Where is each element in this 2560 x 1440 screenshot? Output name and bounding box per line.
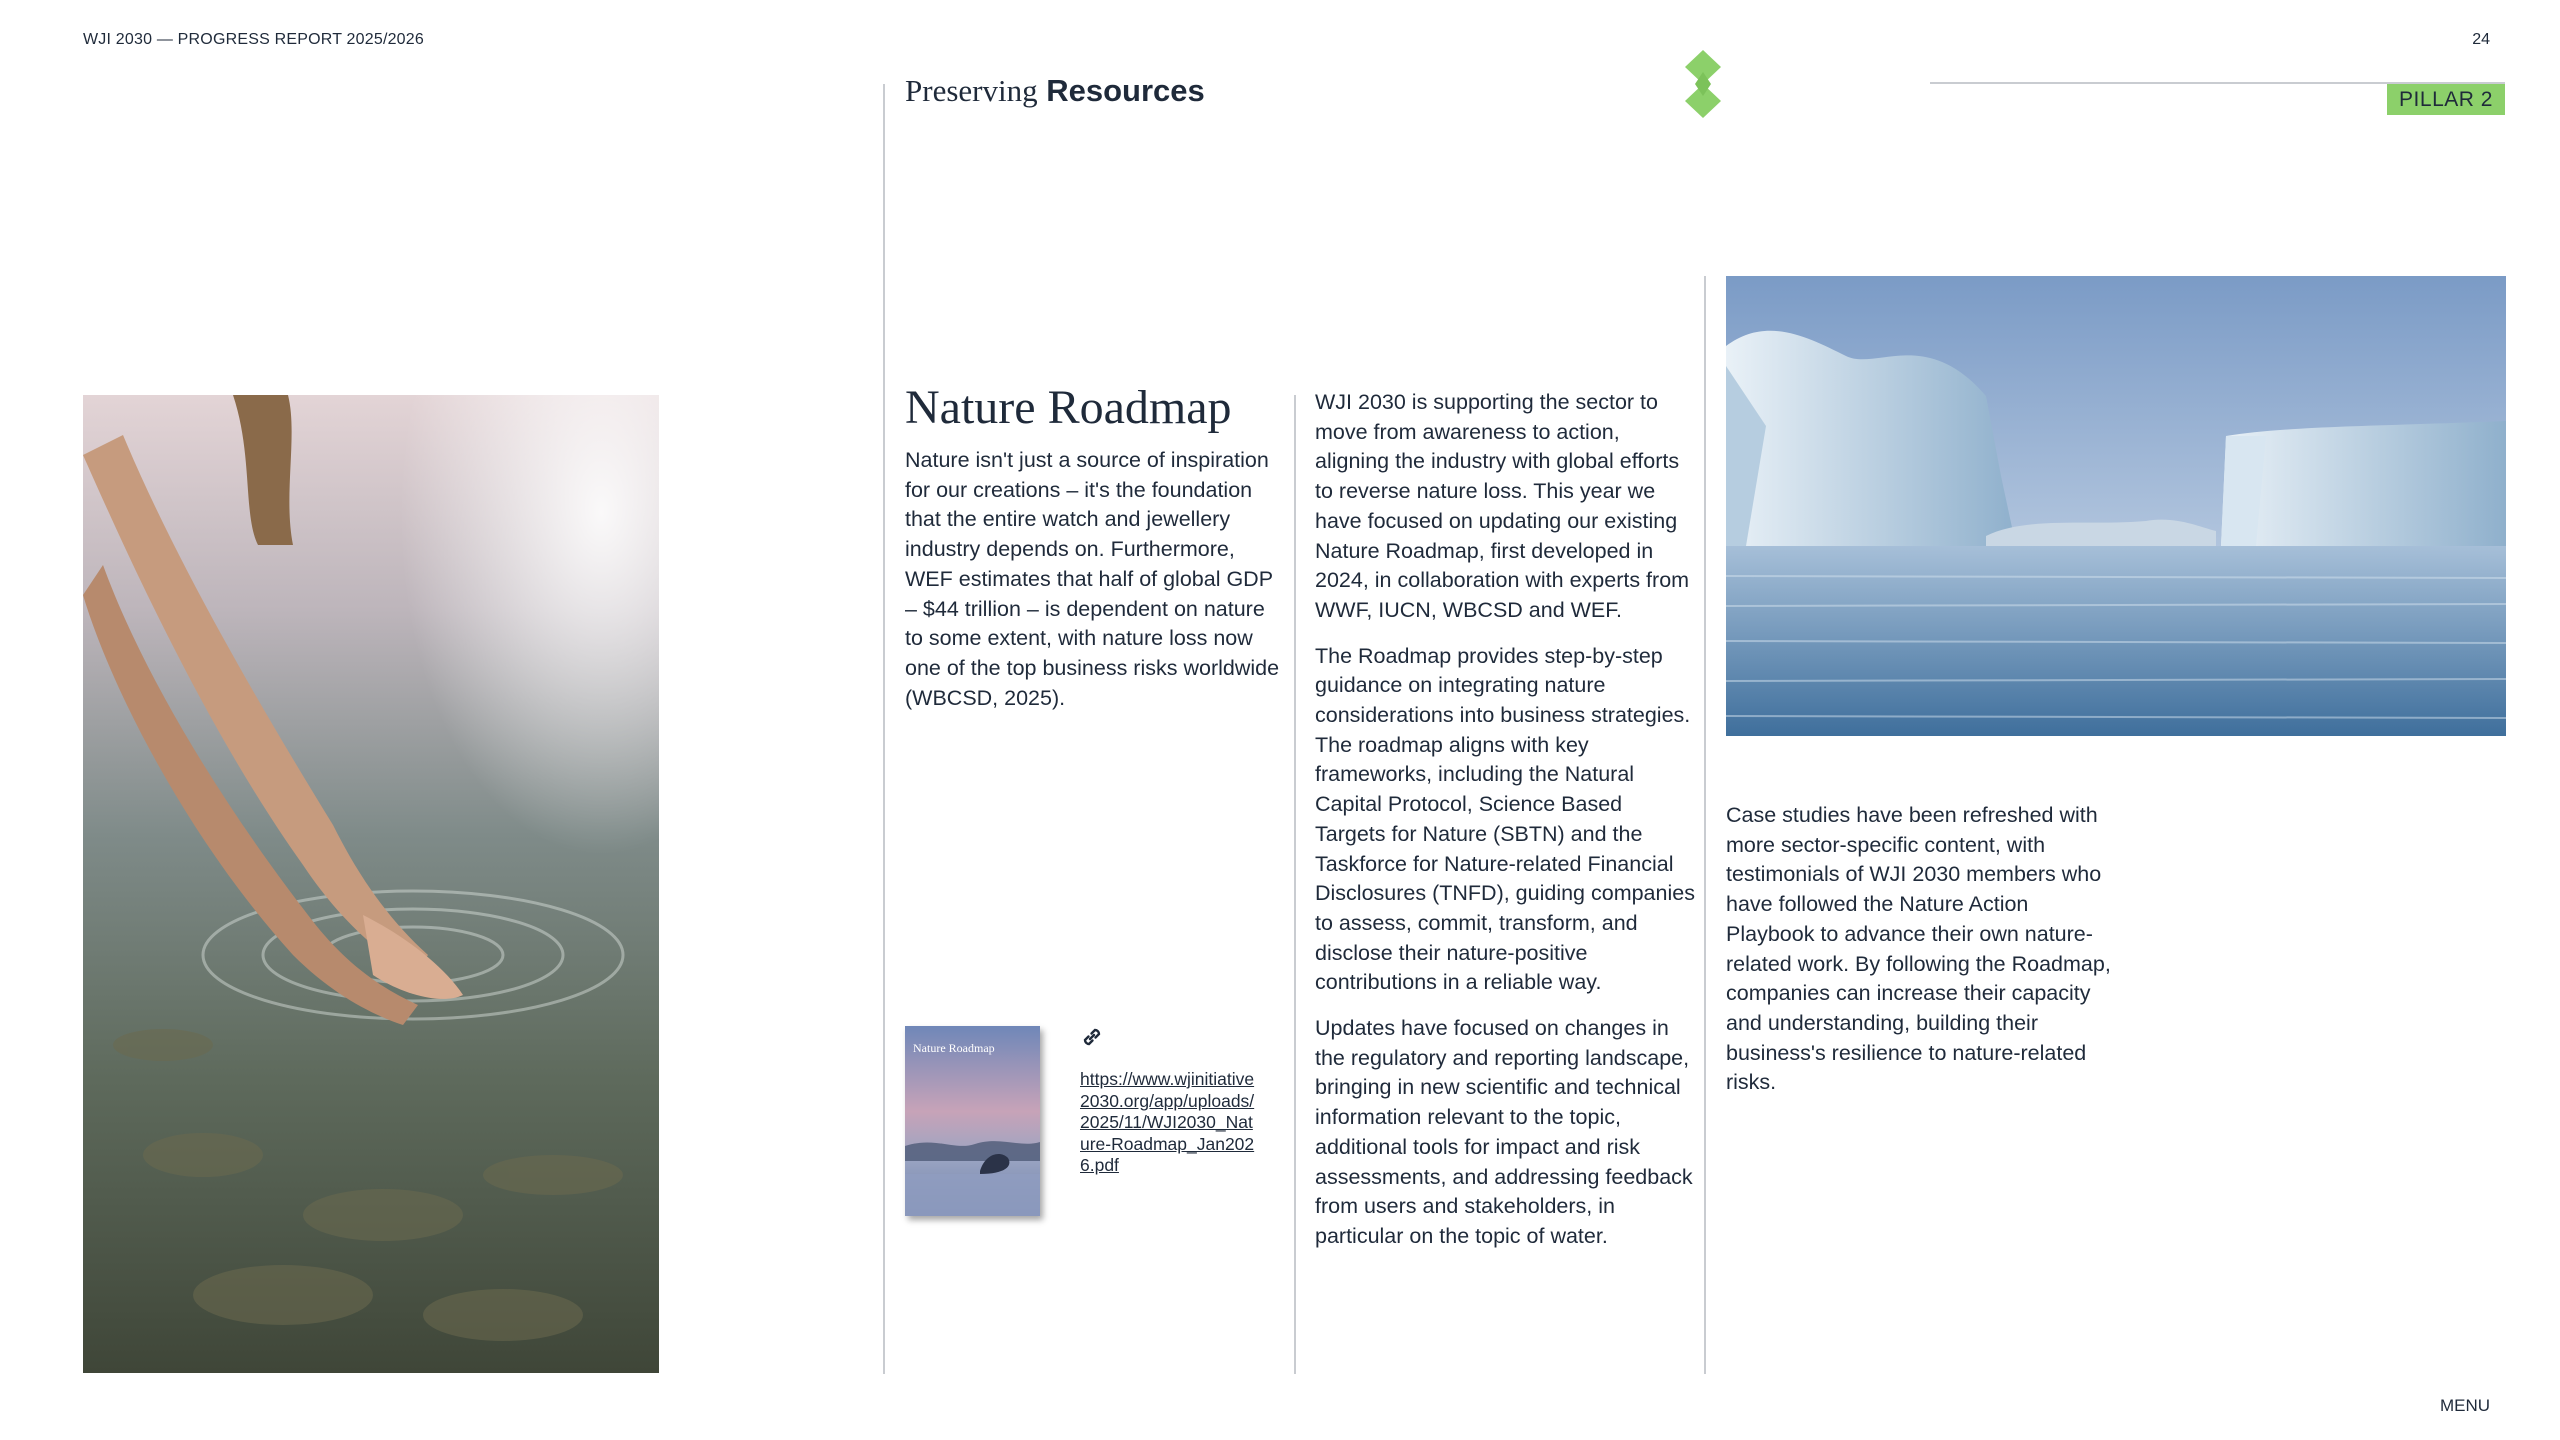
- document-link[interactable]: https://www.wjinitiative2030.org/app/uploads/2025/11/WJI2030_Nature-Roadmap_Jan2026.pdf: [1080, 1069, 1255, 1175]
- body-paragraph: Case studies have been refreshed with more sector-specific content, with testimonials of WJI 2030 members who have followed the Nature Action Playbook to advance their own nature-related work. By following the Roadmap, companies can increase their capacity and understanding, building their business's resilience to nature-related risks.: [1726, 803, 2111, 1095]
- case-studies-text-column: [1726, 801, 2116, 1114]
- link-icon[interactable]: [1078, 1023, 1106, 1051]
- section-title-light: Preserving: [905, 73, 1038, 108]
- column-divider: [883, 84, 885, 1374]
- iceberg-sea-photo: [1726, 276, 2506, 736]
- roadmap-cover-thumbnail[interactable]: [905, 1026, 1040, 1216]
- report-title: WJI 2030 — PROGRESS REPORT 2025/2026: [83, 31, 424, 48]
- menu-link[interactable]: MENU: [2439, 1396, 2490, 1415]
- page-number: 24: [2472, 31, 2490, 48]
- body-paragraph: The Roadmap provides step-by-step guidance on integrating nature considerations into business strategies. The roadmap aligns with key frameworks, including the Natural Capital Protocol, Science Based Targets for Nature (SBTN) and the Taskforce for Nature-related Financial Disclosures (TNFD), guiding companies to assess, commit, transform, and disclose their nature-positive contributions in a reliable way.: [1315, 643, 1695, 995]
- column-divider: [1704, 276, 1706, 1374]
- body-paragraph: WJI 2030 is supporting the sector to move from awareness to action, aligning the industry with global efforts to reverse nature loss. This year we have focused on updating our existing Nature Roadmap, first developed in 2024, in collaboration with experts from WWF, IUCN, WBCSD and WEF.: [1315, 390, 1690, 622]
- article-heading: Nature Roadmap: [905, 381, 1232, 434]
- intro-paragraph: Nature isn't just a source of inspiration for our creations – it's the foundation that the entire watch and jewellery industry depends on. Furthermore, WEF estimates that half of global GDP – $44 trillion – is dependent on nature to some extent, with nature loss now one of the top business risks worldwide (WBCSD, 2025).: [905, 448, 1280, 710]
- body-text-column: [1315, 388, 1695, 1268]
- pillar-badge: PILLAR 2: [2387, 84, 2505, 115]
- section-title-bold: Resources: [1046, 73, 1205, 108]
- wji-logo-icon: [1680, 50, 1726, 118]
- body-paragraph: Updates have focused on changes in the regulatory and reporting landscape, bringing in new scientific and technical information relevant to the topic, additional tools for impact and risk assessments, and addressing feedback from users and stakeholders, in particular on the topic of water.: [1315, 1016, 1693, 1248]
- hands-in-water-photo: [83, 395, 659, 1373]
- column-divider: [1294, 395, 1296, 1374]
- section-title: [905, 73, 1205, 109]
- intro-text-column: [905, 446, 1280, 729]
- cover-title: Nature Roadmap: [913, 1041, 995, 1055]
